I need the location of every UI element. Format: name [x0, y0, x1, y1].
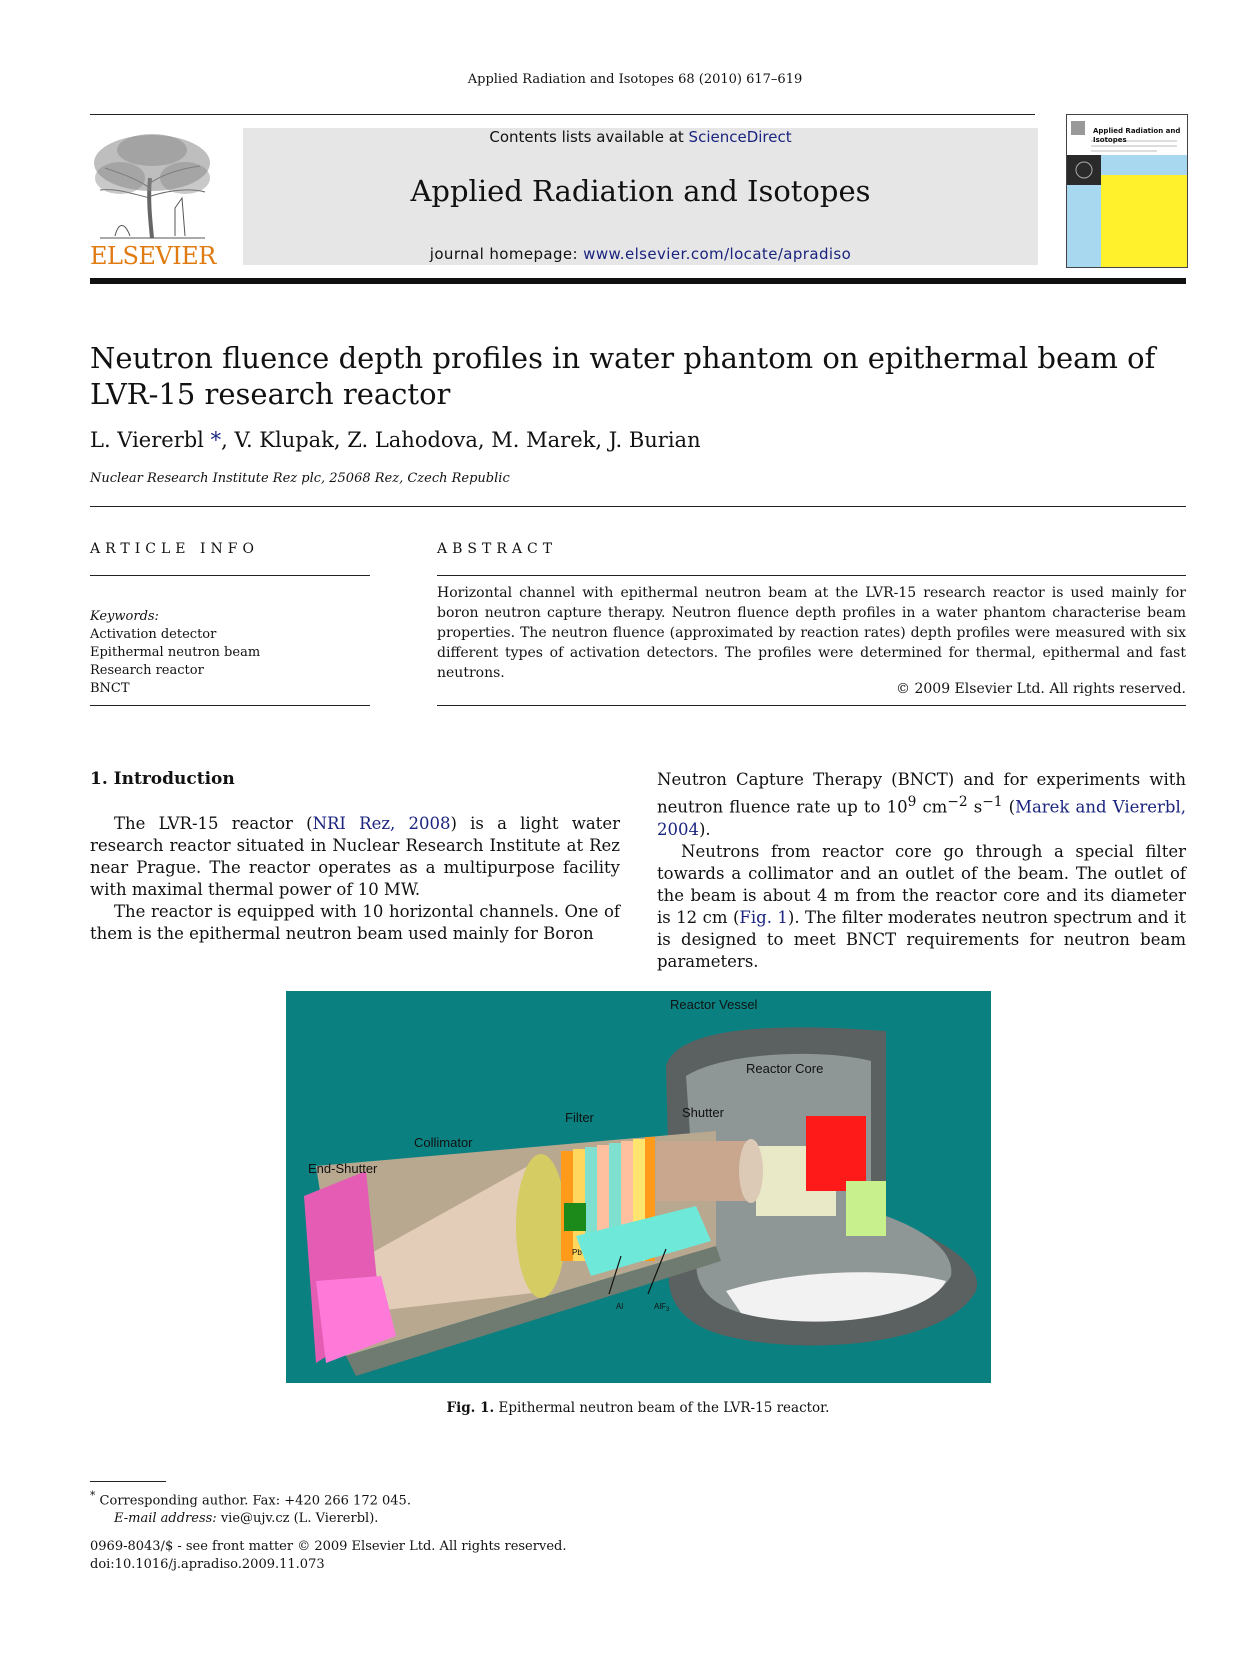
- keywords-block: [90, 608, 260, 698]
- body-column-right: [657, 769, 1186, 973]
- abstract-rule-top: [437, 575, 1186, 576]
- keyword: Activation detector: [90, 627, 217, 642]
- body-column-left: [90, 813, 620, 945]
- paragraph: [90, 813, 620, 901]
- homepage-line: [243, 245, 1038, 263]
- other-authors: , V. Klupak, Z. Lahodova, M. Marek, J. Burian: [221, 428, 701, 452]
- superscript: −1: [982, 794, 1003, 810]
- pb-block: [564, 1203, 586, 1231]
- keyword: Research reactor: [90, 663, 204, 678]
- footnote-star: *: [90, 1489, 96, 1502]
- homepage-prefix: journal homepage:: [429, 245, 584, 263]
- label-filter: Filter: [565, 1110, 594, 1125]
- journal-banner: [243, 128, 1038, 265]
- text-run: Neutrons from reactor core go through a special filter towards a collimator and an outlet of the beam. The outlet of the beam is about 4 m from the reactor core and its diameter is 12 cm (: [657, 841, 1186, 927]
- article-info-rule-top: [90, 575, 370, 576]
- cover-title: Applied Radiation and Isotopes: [1093, 127, 1181, 144]
- label-collimator: Collimator: [414, 1135, 473, 1150]
- paragraph: [657, 769, 1186, 841]
- label-shutter: Shutter: [682, 1105, 724, 1120]
- rule-after-affiliation: [90, 506, 1186, 507]
- front-matter: [90, 1538, 566, 1574]
- label-reactor-core: Reactor Core: [746, 1061, 824, 1076]
- sciencedirect-link[interactable]: ScienceDirect: [688, 128, 792, 146]
- footnote-email: [90, 1510, 411, 1528]
- text-run: cm: [916, 797, 948, 817]
- email-value[interactable]: vie@ujv.cz (L. Viererbl).: [216, 1511, 379, 1527]
- article-title: Neutron fluence depth profiles in water phantom on epithermal beam of LVR-15 research reactor: [90, 341, 1156, 411]
- email-label: E-mail address:: [114, 1511, 217, 1527]
- author-list: [90, 428, 701, 452]
- homepage-link[interactable]: www.elsevier.com/locate/apradiso: [583, 245, 852, 263]
- superscript: −2: [947, 794, 968, 810]
- journal-title: Applied Radiation and Isotopes: [410, 174, 871, 208]
- text-run: The LVR-15 reactor (: [114, 814, 313, 833]
- journal-cover-thumbnail: [1066, 114, 1188, 268]
- section-heading-introduction: 1. Introduction: [90, 769, 235, 789]
- elsevier-wordmark: ELSEVIER: [90, 242, 216, 270]
- front-matter-doi[interactable]: doi:10.1016/j.apradiso.2009.11.073: [90, 1557, 325, 1572]
- keyword: BNCT: [90, 681, 130, 696]
- label-reactor-vessel: Reactor Vessel: [670, 997, 758, 1012]
- keywords-label: Keywords:: [90, 609, 159, 624]
- header-rule: [90, 114, 1035, 115]
- core-reflector-block: [846, 1181, 886, 1236]
- corresponding-author-mark[interactable]: *: [203, 428, 222, 452]
- keyword: Epithermal neutron beam: [90, 645, 261, 660]
- front-matter-issn: 0969-8043/$ - see front matter © 2009 Elsevier Ltd. All rights reserved.: [90, 1539, 567, 1554]
- paragraph: [657, 841, 1186, 973]
- figure-caption-text: Epithermal neutron beam of the LVR-15 reactor.: [494, 1400, 830, 1416]
- contents-prefix: Contents lists available at: [489, 128, 689, 146]
- figure-caption: [0, 1400, 1241, 1416]
- superscript: 9: [907, 794, 917, 810]
- running-head: Applied Radiation and Isotopes 68 (2010) 617–619: [467, 72, 803, 87]
- figure-link[interactable]: Fig. 1: [739, 907, 788, 927]
- contents-line: [243, 128, 1038, 146]
- article-info-heading: ARTICLE INFO: [90, 541, 259, 557]
- text-run: Neutron Capture Therapy (BNCT) and for experiments with neutron fluence rate up to 10: [657, 770, 1186, 817]
- text-run: ).: [699, 819, 711, 839]
- abstract-copyright: © 2009 Elsevier Ltd. All rights reserved.: [896, 681, 1186, 697]
- affiliation: Nuclear Research Institute Rez plc, 25068 Rez, Czech Republic: [90, 471, 510, 486]
- text-run: s: [967, 797, 983, 817]
- label-pb: Pb: [572, 1248, 582, 1257]
- figure-caption-label: Fig. 1.: [446, 1400, 495, 1416]
- banner-thick-rule: [90, 278, 1186, 284]
- label-end-shutter: End-Shutter: [308, 1161, 378, 1176]
- footnote-rule: [90, 1481, 166, 1482]
- footnote-corresponding: [90, 1487, 411, 1510]
- footnote-corresponding-text: Corresponding author. Fax: +420 266 172 045.: [95, 1493, 411, 1509]
- abstract-heading: ABSTRACT: [437, 541, 558, 557]
- article-info-rule-bottom: [90, 705, 370, 706]
- footnote: [90, 1487, 411, 1528]
- label-alf3-subscript: 3: [666, 1307, 670, 1313]
- text-run: ) is a light water research reactor situated in Nuclear Research Institute at Rez near Prague. The reactor operates as a multipurpose facility with maximal thermal power of 10 MW.: [90, 814, 620, 899]
- paragraph: The reactor is equipped with 10 horizontal channels. One of them is the epithermal neutron beam used mainly for Boron: [90, 902, 620, 943]
- abstract-text: Horizontal channel with epithermal neutron beam at the LVR-15 research reactor is used mainly for boron neutron capture therapy. Neutron fluence depth profiles in a water phantom characterise beam properties. The neutron fluence (approximated by reaction rates) depth profiles were measured with six different types of activation detectors. The profiles were determined for thermal, epithermal and fast neutrons.: [437, 585, 1186, 681]
- label-alf3-main: AlF: [654, 1302, 666, 1311]
- label-al: Al: [616, 1302, 624, 1311]
- abstract-rule-bottom: [437, 705, 1186, 706]
- shutter-face: [739, 1139, 763, 1203]
- figure-reactor-beam-illustration: [286, 991, 991, 1383]
- first-author: L. Viererbl: [90, 428, 204, 452]
- text-run: ). The filter moderates neutron spectrum and it is designed to meet BNCT requirements for neutron beam parameters.: [657, 907, 1186, 971]
- text-run: (: [1002, 797, 1016, 817]
- reactor-core-block: [806, 1116, 866, 1191]
- filter-disk: [516, 1154, 566, 1298]
- reference-link[interactable]: NRI Rez, 2008: [312, 814, 451, 833]
- reference-link[interactable]: Marek and Viererbl, 2004: [657, 797, 1186, 839]
